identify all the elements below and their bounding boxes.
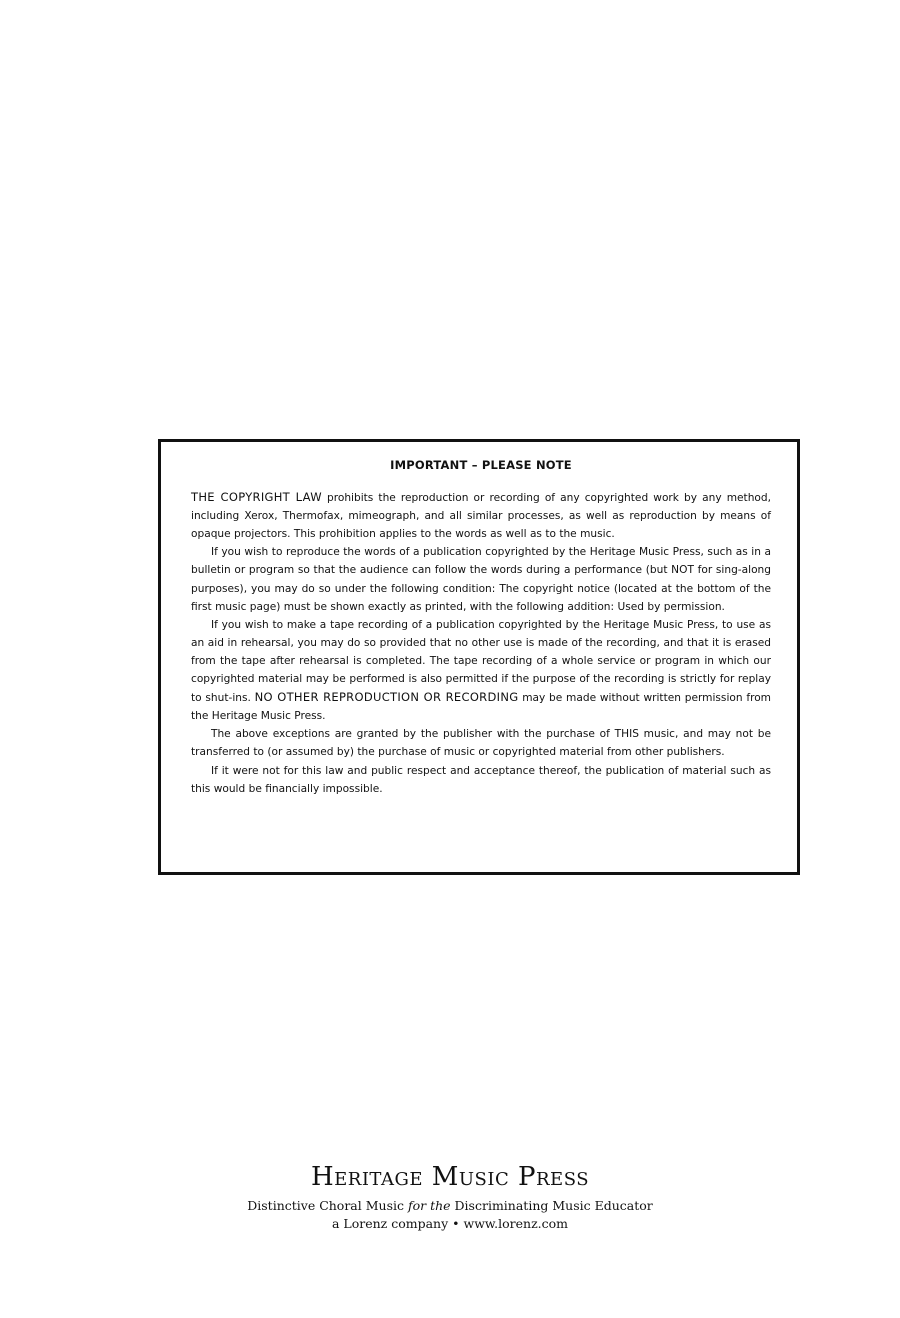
notice-paragraph-4: The above exceptions are granted by the publisher with the purchase of THIS music, and may not be transferred to (or assumed by) the purchase of music or copyrighted material from other publishers. (191, 728, 771, 759)
copyright-law-lead: THE COPYRIGHT LAW (191, 490, 322, 505)
copyright-notice-box (158, 439, 800, 875)
notice-paragraph-2: If you wish to reproduce the words of a publication copyrighted by the Heritage Music Press, such as in a bulletin or program so that the audience can follow the words during a performance (but NOT for sing-along purposes), you may do so under the following condition: The copyright notice (located at the bottom of the first music page) must be shown exactly as printed, with the following addition: Used by permission. (191, 546, 771, 613)
tagline-end: Discriminating Music Educator (450, 1198, 653, 1213)
notice-paragraph-3-tail: may be made without written permission from the Heritage Music Press. (191, 692, 772, 723)
notice-paragraph-3 (191, 616, 771, 726)
publisher-footer (0, 1160, 900, 1232)
notice-paragraph-3-text: If you wish to make a tape recording of a publication copyrighted by the Heritage Music Press, to use as an aid in rehearsal, you may do so provided that no other use is made of the recording, and that it is erased from the tape after rehearsal is completed. The tape recording of a whole service or program in which our copyrighted material may be performed is also permitted if the purpose of the recording is strictly for replay to shut-ins. (191, 618, 771, 705)
company-line (0, 1215, 900, 1232)
notice-body (191, 488, 771, 798)
publisher-tagline (0, 1197, 900, 1215)
notice-paragraph-1 (191, 488, 771, 543)
publisher-name: Heritage Music Press (310, 1162, 590, 1192)
company-name: a Lorenz company (331, 1216, 449, 1231)
notice-title: IMPORTANT – PLEASE NOTE (390, 458, 572, 472)
website-link[interactable]: www.lorenz.com (463, 1216, 569, 1231)
notice-paragraph-5: If it were not for this law and public respect and acceptance thereof, the publication of material such as this would be financially impossible. (191, 764, 771, 795)
tagline-start: Distinctive Choral Music (247, 1198, 408, 1213)
tagline-italic: for the (407, 1198, 451, 1213)
no-other-reproduction-caps: NO OTHER REPRODUCTION OR RECORDING (254, 690, 519, 705)
notice-paragraph-1-text: prohibits the reproduction or recording of any copyrighted work by any method, including Xerox, Thermofax, mimeograph, and all similar processes, as well as reproduction by means of opaque projectors. This prohibition applies to the words as well as to the music. (191, 492, 771, 541)
bullet-separator: • (452, 1216, 460, 1231)
